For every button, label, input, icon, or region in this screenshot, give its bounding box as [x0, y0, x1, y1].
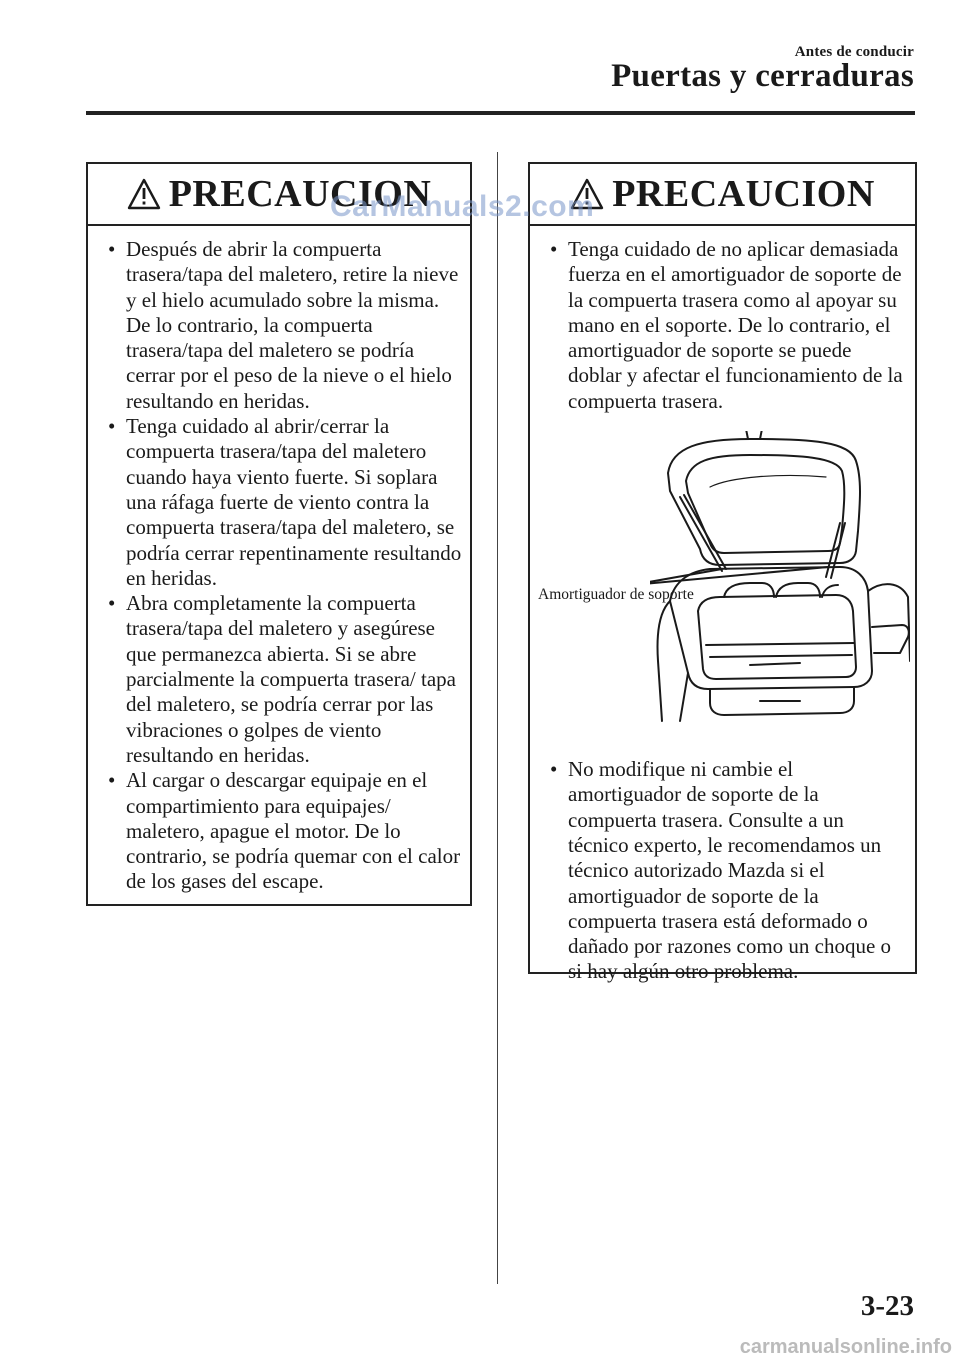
warning-triangle-icon [127, 178, 161, 210]
caution-title: PRECAUCION [612, 173, 875, 215]
watermark: CarManuals2.com [330, 190, 595, 223]
bullet: • [550, 237, 558, 261]
list-item-text: Tenga cuidado al abrir/cerrar la compuerta trasera/tapa del maletero cuando haya viento fuerte. Si soplara una ráfaga fuerte de viento contra la compuerta trasera/tapa del maletero, se podría cerrar repentinamente resultando en heridas. [126, 414, 462, 590]
list-item [88, 414, 470, 591]
caution-list-left [88, 237, 470, 895]
tailgate-illustration [530, 431, 915, 746]
bullet: • [108, 237, 116, 261]
caution-list-right-top [530, 237, 915, 414]
bullet: • [108, 414, 116, 439]
list-item-text: Tenga cuidado de no aplicar demasiada fuerza en el amortiguador de soporte de la compuerta trasera como al apoyar su mano en el soporte. De lo contrario, el amortiguador de soporte se puede doblar y afectar el funcionamiento de la compuerta trasera. [568, 237, 903, 413]
list-item [88, 237, 470, 414]
list-item-text: Abra completamente la compuerta trasera/tapa del maletero y asegúrese que permanezca abierta. Si se abre parcialmente la compuerta trasera/ tapa del maletero, se podría cerrar por las vibraciones o golpes de viento resultando en heridas. [126, 591, 456, 767]
header-rule [86, 111, 915, 115]
footer-watermark: carmanualsonline.info [739, 1336, 952, 1358]
column-divider [497, 152, 498, 1284]
bullet: • [108, 768, 116, 793]
caution-box-left [86, 162, 472, 906]
list-item-text: Al cargar o descargar equipaje en el compartimiento para equipajes/ maletero, apague el motor. De lo contrario, se podría quemar con el calor de los gases del escape. [126, 768, 461, 894]
open-tailgate-drawing [650, 431, 910, 731]
caution-box-right [528, 162, 917, 984]
page-number: 3-23 [860, 1290, 914, 1322]
caution-list-right-bottom [530, 757, 915, 985]
figure-label: Amortiguador de soporte [538, 586, 694, 604]
list-item [88, 591, 470, 768]
list-item [88, 768, 470, 894]
list-item-text: Después de abrir la compuerta trasera/tapa del maletero, retire la nieve y el hielo acumulado sobre la misma. De lo contrario, la compuerta trasera/tapa del maletero se podría cerrar por el peso de la nieve o el hielo resultando en heridas. [126, 237, 459, 413]
page-title: Puertas y cerraduras [611, 58, 914, 94]
list-item [530, 237, 915, 414]
caution-title: PRECAUCION [168, 173, 432, 215]
header-section: Antes de conducir [794, 44, 914, 60]
list-item [530, 757, 915, 985]
bullet: • [550, 757, 558, 782]
list-item-text: No modifique ni cambie el amortiguador de soporte de la compuerta trasera. Consulte a un técnico experto, le recomendamos un técnico autorizado Mazda si el amortiguador de soporte de la compuerta trasera está deformado o dañado por razones como un choque o si hay algún otro problema. [568, 757, 892, 984]
bullet: • [108, 591, 116, 616]
